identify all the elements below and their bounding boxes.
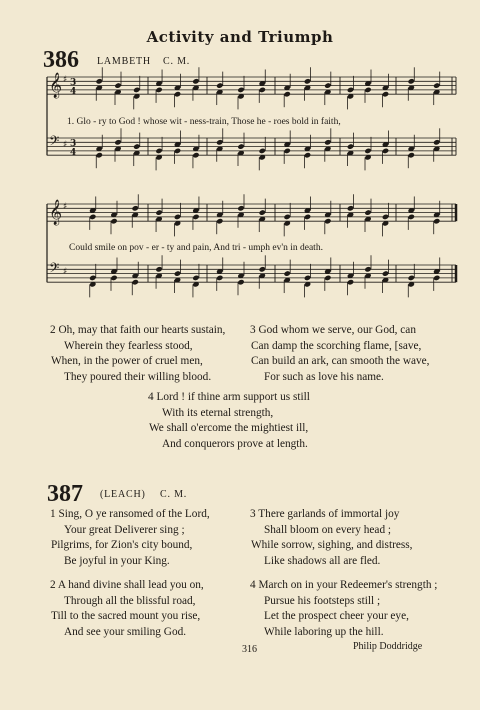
- note-head: [283, 148, 290, 154]
- bass-clef-icon: 𝄢: [49, 260, 60, 279]
- verse-line: And conquerors prove at length.: [162, 437, 308, 450]
- note-head: [304, 152, 311, 158]
- key-signature-sharp-icon: ♯: [63, 267, 68, 277]
- meter-387: C. M.: [160, 489, 188, 500]
- note-head: [110, 218, 117, 224]
- verse-line: Can build an ark, can smooth the wave,: [251, 355, 430, 368]
- note-head: [408, 78, 415, 84]
- verse-line: Pursue his footsteps still ;: [264, 594, 381, 607]
- note-head: [155, 266, 162, 272]
- note-head: [155, 148, 162, 154]
- note-head: [364, 148, 371, 154]
- verse-386-4: [148, 390, 310, 452]
- note-head: [237, 143, 244, 149]
- note-head: [133, 143, 140, 149]
- time-signature-top: 3: [70, 78, 77, 88]
- note-head: [133, 87, 140, 93]
- note-head: [132, 279, 139, 285]
- note-head: [433, 275, 440, 281]
- note-head: [89, 214, 96, 220]
- verse-line: 2 Oh, may that faith our hearts sustain,: [50, 324, 226, 336]
- note-head: [408, 214, 415, 220]
- note-head: [304, 275, 311, 281]
- note-head: [192, 78, 199, 84]
- note-head: [324, 139, 331, 145]
- treble-clef-icon: 𝄞: [49, 200, 63, 225]
- note-head: [347, 279, 354, 285]
- verse-line: 1 Sing, O ye ransomed of the Lord,: [50, 508, 210, 520]
- verse-line: When, in the power of cruel men,: [51, 355, 203, 368]
- music-score-386: [0, 0, 480, 310]
- note-head: [347, 87, 354, 93]
- note-head: [324, 275, 331, 281]
- verse-line: While laboring up the hill.: [264, 625, 384, 638]
- verse-line: While sorrow, sighing, and distress,: [251, 539, 413, 552]
- verse-line: Let the prospect cheer your eye,: [264, 610, 409, 623]
- tune-name-386: LAMBETH: [97, 56, 151, 67]
- note-head: [283, 214, 290, 220]
- verse-line: With its eternal strength,: [162, 406, 274, 419]
- note-head: [382, 148, 389, 154]
- note-head: [259, 266, 266, 272]
- meter-386: C. M.: [163, 56, 191, 67]
- time-signature-bottom: 4: [70, 148, 77, 158]
- note-head: [114, 82, 121, 88]
- tune-name-387: (LEACH): [100, 489, 146, 500]
- note-head: [192, 275, 199, 281]
- note-head: [237, 279, 244, 285]
- note-head: [382, 91, 389, 97]
- verse-line: 4 Lord ! if thine arm support us still: [148, 391, 310, 403]
- note-head: [155, 87, 162, 93]
- verse-line: 4 March on in your Redeemer's strength ;: [250, 579, 438, 591]
- note-head: [237, 205, 244, 211]
- key-signature-sharp-icon: ♯: [63, 202, 68, 212]
- note-head: [174, 148, 181, 154]
- note-head: [324, 218, 331, 224]
- note-head: [304, 78, 311, 84]
- verse-line: Shall bloom on every head ;: [264, 523, 392, 536]
- note-head: [174, 270, 181, 276]
- note-head: [237, 87, 244, 93]
- verse-line: We shall o'ercome the mightiest ill,: [149, 422, 309, 435]
- hymn-number-387: 387: [47, 481, 83, 507]
- note-head: [259, 148, 266, 154]
- note-head: [89, 275, 96, 281]
- note-head: [174, 91, 181, 97]
- note-head: [364, 87, 371, 93]
- verse-line: Can damp the scorching flame, [save,: [251, 339, 422, 352]
- note-head: [216, 275, 223, 281]
- note-head: [408, 275, 415, 281]
- verse-line: Till to the sacred mount you rise,: [51, 610, 201, 623]
- note-head: [96, 152, 103, 158]
- time-signature-top: 3: [70, 139, 77, 149]
- verse-line: Through all the blissful road,: [64, 594, 196, 607]
- lyric-line-1: 1. Glo - ry to God ! whose wit - ness-train, Those he - roes bold in faith,: [67, 117, 341, 127]
- note-head: [347, 205, 354, 211]
- verse-line: 3 God whom we serve, our God, can: [250, 324, 416, 336]
- note-head: [433, 82, 440, 88]
- hymn-number-386: 386: [43, 47, 79, 73]
- time-signature-bottom: 4: [70, 87, 77, 97]
- note-head: [192, 152, 199, 158]
- verse-line: Be joyful in your King.: [64, 554, 170, 567]
- note-head: [283, 270, 290, 276]
- note-head: [192, 214, 199, 220]
- verse-387-4: [250, 578, 437, 640]
- note-head: [259, 87, 266, 93]
- note-head: [433, 139, 440, 145]
- treble-clef-icon: 𝄞: [49, 73, 63, 98]
- note-head: [110, 275, 117, 281]
- verse-line: Pilgrims, for Zion's city bound,: [51, 539, 193, 552]
- page-number: 316: [242, 644, 257, 655]
- note-head: [347, 143, 354, 149]
- verse-line: And see your smiling God.: [64, 625, 187, 638]
- key-signature-sharp-icon: ♯: [63, 75, 68, 85]
- verse-387-1: [50, 507, 210, 569]
- note-head: [174, 214, 181, 220]
- bass-clef-icon: 𝄢: [49, 133, 60, 152]
- note-head: [155, 209, 162, 215]
- key-signature-sharp-icon: ♯: [63, 140, 68, 150]
- verse-line: For such as love his name.: [264, 370, 384, 383]
- verse-387-2: [50, 578, 204, 640]
- section-title: Activity and Triumph: [146, 28, 334, 46]
- note-head: [408, 152, 415, 158]
- note-head: [382, 214, 389, 220]
- verse-line: Your great Deliverer sing ;: [64, 523, 185, 536]
- note-head: [114, 139, 121, 145]
- verse-387-3: [250, 507, 412, 569]
- verse-line: 2 A hand divine shall lead you on,: [50, 579, 204, 591]
- note-head: [216, 139, 223, 145]
- note-head: [324, 82, 331, 88]
- note-head: [259, 209, 266, 215]
- verse-line: They poured their willing blood.: [64, 370, 212, 383]
- verse-line: Like shadows all are fled.: [264, 554, 381, 567]
- note-head: [304, 214, 311, 220]
- note-head: [433, 218, 440, 224]
- note-head: [382, 270, 389, 276]
- verse-386-2: [50, 323, 225, 385]
- note-head: [364, 266, 371, 272]
- note-head: [216, 82, 223, 88]
- note-head: [283, 91, 290, 97]
- note-head: [132, 205, 139, 211]
- verse-386-3: [250, 323, 430, 385]
- note-head: [216, 218, 223, 224]
- lyric-line-2: Could smile on pov - er - ty and pain, And tri - umph ev'n in death.: [69, 243, 323, 253]
- note-head: [96, 78, 103, 84]
- verse-line: Wherein they fearless stood,: [64, 339, 193, 352]
- author-credit: Philip Doddridge: [353, 641, 423, 652]
- verse-line: 3 There garlands of immortal joy: [250, 508, 400, 520]
- note-head: [364, 209, 371, 215]
